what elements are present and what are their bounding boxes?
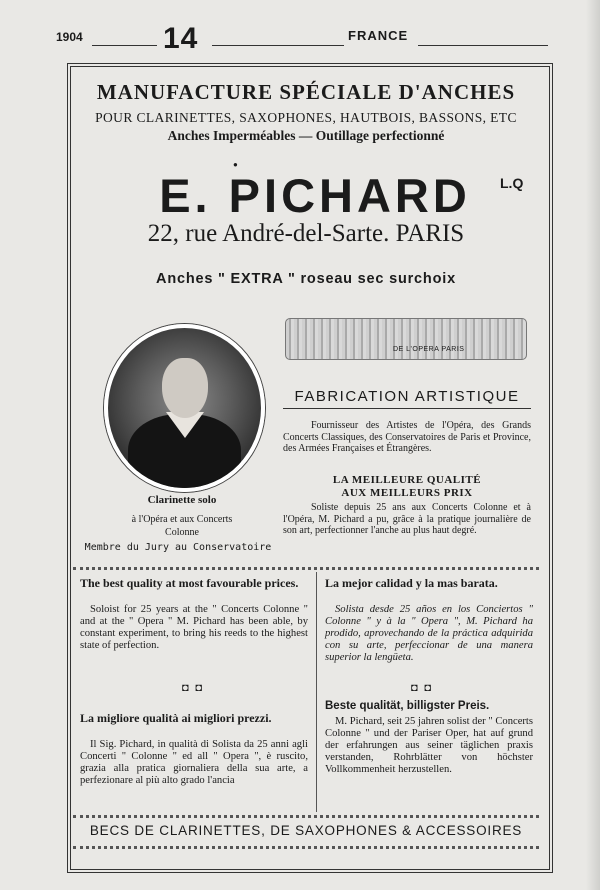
fabrication-title: FABRICATION ARTISTIQUE (294, 388, 520, 405)
portrait-caption-line: à l'Opéra et aux Concerts (131, 514, 233, 525)
ad-tagline: Anches Imperméables — Outillage perfectionné (167, 128, 445, 143)
ad-title: MANUFACTURE SPÉCIALE D'ANCHES (96, 80, 516, 104)
brand-name: E. PICHARD (159, 169, 471, 222)
fabrication-rule (283, 408, 531, 409)
dotted-divider (73, 815, 539, 818)
fabrication-text: Fournisseur des Artistes de l'Opéra, des Grands Concerts Classiques, des Conservatoires de Paris et Province, des Armées Françaises et Étrangères. (283, 420, 531, 454)
spanish-text: Solista desde 25 años en los Conciertos " Colonne " y à la " Opera ", M. Pichard ha prodido, aprovechando de la práctica adquirida con su arte, perfeccionar de una manera superior la lengüeta. (325, 604, 533, 663)
italian-text: Il Sig. Pichard, in qualità di Solista da 25 anni agli Concerti " Colonne " ed all " Opera ", è ruscito, grazia alla pratica giornaliera della sua arte, a perfezionare al più alto grado l'ancia (80, 739, 308, 786)
quality-title-line: AUX MEILLEURS PRIX (341, 487, 473, 499)
italian-title: La migliore qualità ai migliori prezzi. (80, 711, 272, 725)
brand-suffix: L.Q (500, 175, 524, 191)
ornament-icon: ◘ ◘ (411, 682, 434, 694)
portrait-photo (104, 324, 265, 492)
quality-title-line: LA MEILLEURE QUALITÉ (332, 474, 482, 486)
dotted-divider (73, 567, 539, 570)
page-edge-shadow (586, 0, 600, 890)
portrait-caption-title: Clarinette solo (147, 494, 217, 506)
dotted-divider (73, 846, 539, 849)
header-rule (92, 45, 157, 46)
english-title: The best quality at most favourable prices. (80, 576, 299, 590)
german-text: M. Pichard, seit 25 jahren solist der " Concerts Colonne " und der Pariser Oper, hat auf grund der erfahrungen aus seiner täglichen praxis verstanden, Rohrblätter von höchster Vollkommenheit herzustellen. (325, 716, 533, 775)
country-label: FRANCE (348, 28, 409, 43)
portrait-face (162, 358, 208, 418)
address: 22, rue André-del-Sarte. PARIS (147, 220, 465, 247)
portrait-caption-line: Colonne (165, 527, 199, 538)
extra-reeds-line: Anches " EXTRA " roseau sec surchoix (156, 271, 456, 287)
reed-illustration (285, 318, 527, 360)
page-number: 14 (163, 22, 199, 55)
brand-dot-ornament: ● (233, 160, 238, 169)
portrait-caption-jury: Membre du Jury au Conservatoire (84, 542, 272, 553)
quality-text: Soliste depuis 25 ans aux Concerts Colonne et à l'Opéra, M. Pichard a pu, grâce à la pratique journalière de son art, perfectionner l'anche au plus haut degré. (283, 502, 531, 536)
ornament-icon: ◘ ◘ (182, 682, 205, 694)
quality-title (283, 474, 531, 500)
year-label: 1904 (56, 30, 83, 44)
column-divider (316, 572, 317, 812)
english-text: Soloist for 25 years at the " Concerts Colonne " and at the " Opera " M. Pichard has been able, by constant experiment, to bring his reeds to the highest state of perfection. (80, 604, 308, 651)
footer-accessories: BECS DE CLARINETTES, DE SAXOPHONES & ACCESSOIRES (89, 823, 523, 838)
spanish-title: La mejor calidad y la mas barata. (325, 576, 498, 590)
header-rule (212, 45, 344, 46)
ad-subtitle: POUR CLARINETTES, SAXOPHONES, HAUTBOIS, BASSONS, ETC (95, 110, 517, 125)
reed-stamp: DE L'OPERA PARIS (393, 346, 465, 353)
german-title: Beste qualität, billigster Preis. (325, 700, 490, 712)
header-rule (418, 45, 548, 46)
